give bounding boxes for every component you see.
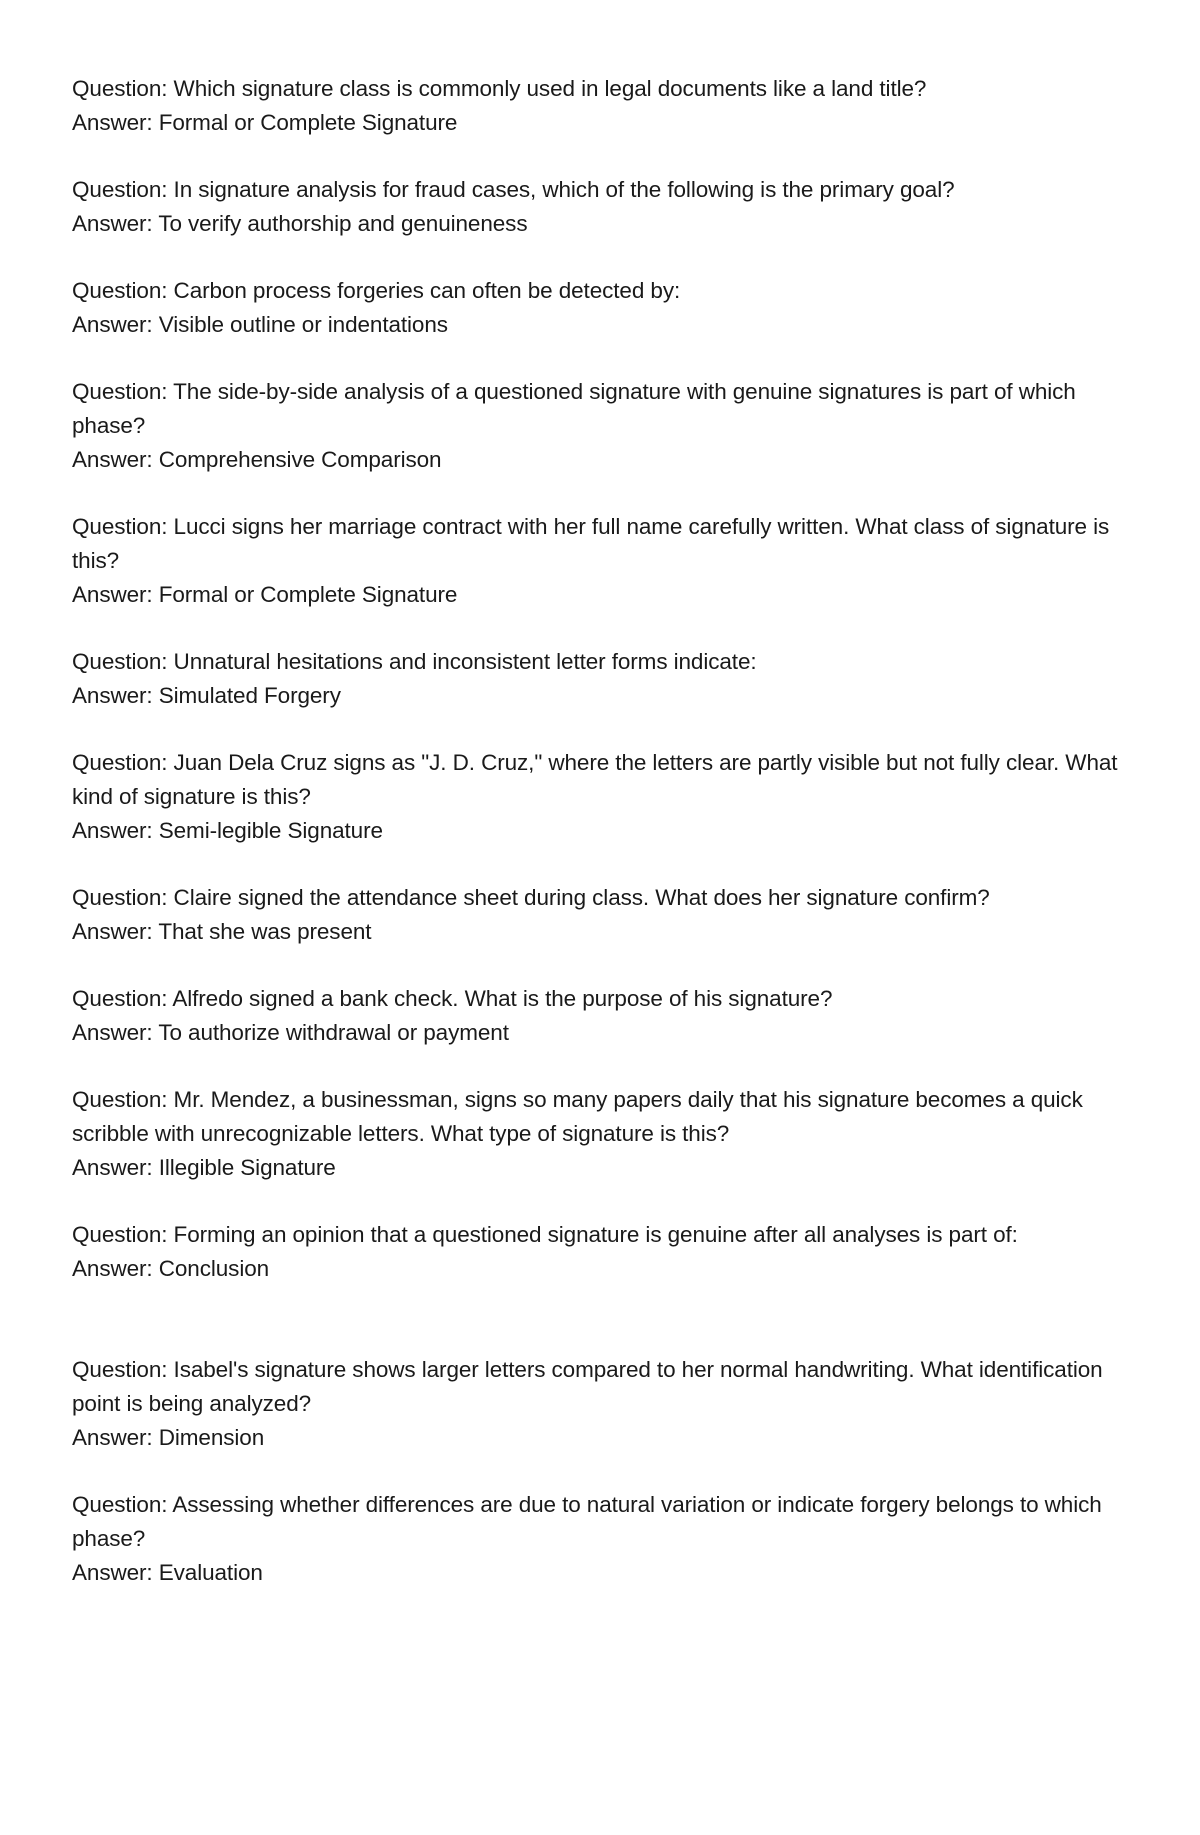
answer-text: Answer: Evaluation <box>72 1560 263 1585</box>
qa-item <box>72 645 1132 713</box>
question-text: Question: In signature analysis for fraud cases, which of the following is the primary goal? <box>72 177 955 202</box>
answer-text: Answer: Dimension <box>72 1425 265 1450</box>
question-text: Question: Unnatural hesitations and inconsistent letter forms indicate: <box>72 649 757 674</box>
qa-item <box>72 982 1132 1050</box>
question-text: Question: Alfredo signed a bank check. What is the purpose of his signature? <box>72 986 833 1011</box>
qa-item <box>72 1083 1132 1185</box>
qa-item <box>72 274 1132 342</box>
answer-text: Answer: Comprehensive Comparison <box>72 447 442 472</box>
question-text: Question: Isabel's signature shows larger letters compared to her normal handwriting. What identification point is being analyzed? <box>72 1357 1103 1416</box>
question-text: Question: Which signature class is commonly used in legal documents like a land title? <box>72 76 927 101</box>
answer-text: Answer: Conclusion <box>72 1256 270 1281</box>
answer-text: Answer: That she was present <box>72 919 372 944</box>
question-text: Question: Forming an opinion that a questioned signature is genuine after all analyses is part of: <box>72 1222 1018 1247</box>
question-text: Question: Assessing whether differences are due to natural variation or indicate forgery belongs to which phase? <box>72 1492 1102 1551</box>
qa-item <box>72 375 1132 477</box>
question-text: Question: Claire signed the attendance sheet during class. What does her signature confirm? <box>72 885 990 910</box>
question-text: Question: Juan Dela Cruz signs as "J. D. Cruz," where the letters are partly visible but not fully clear. What kind of signature is this? <box>72 750 1118 809</box>
answer-text: Answer: Illegible Signature <box>72 1155 336 1180</box>
answer-text: Answer: To authorize withdrawal or payment <box>72 1020 509 1045</box>
qa-item <box>72 1353 1132 1455</box>
answer-text: Answer: Formal or Complete Signature <box>72 110 458 135</box>
document-page <box>72 72 1132 1623</box>
question-text: Question: Mr. Mendez, a businessman, signs so many papers daily that his signature becomes a quick scribble with unrecognizable letters. What type of signature is this? <box>72 1087 1083 1146</box>
question-text: Question: Carbon process forgeries can often be detected by: <box>72 278 681 303</box>
qa-item <box>72 881 1132 949</box>
qa-item <box>72 72 1132 140</box>
answer-text: Answer: Simulated Forgery <box>72 683 341 708</box>
qa-item <box>72 510 1132 612</box>
answer-text: Answer: Formal or Complete Signature <box>72 582 458 607</box>
qa-item <box>72 173 1132 241</box>
qa-item <box>72 1488 1132 1590</box>
qa-item <box>72 1218 1132 1286</box>
answer-text: Answer: Visible outline or indentations <box>72 312 448 337</box>
question-text: Question: Lucci signs her marriage contract with her full name carefully written. What class of signature is this? <box>72 514 1110 573</box>
answer-text: Answer: To verify authorship and genuineness <box>72 211 528 236</box>
question-text: Question: The side-by-side analysis of a questioned signature with genuine signatures is part of which phase? <box>72 379 1076 438</box>
qa-item <box>72 746 1132 848</box>
answer-text: Answer: Semi-legible Signature <box>72 818 383 843</box>
